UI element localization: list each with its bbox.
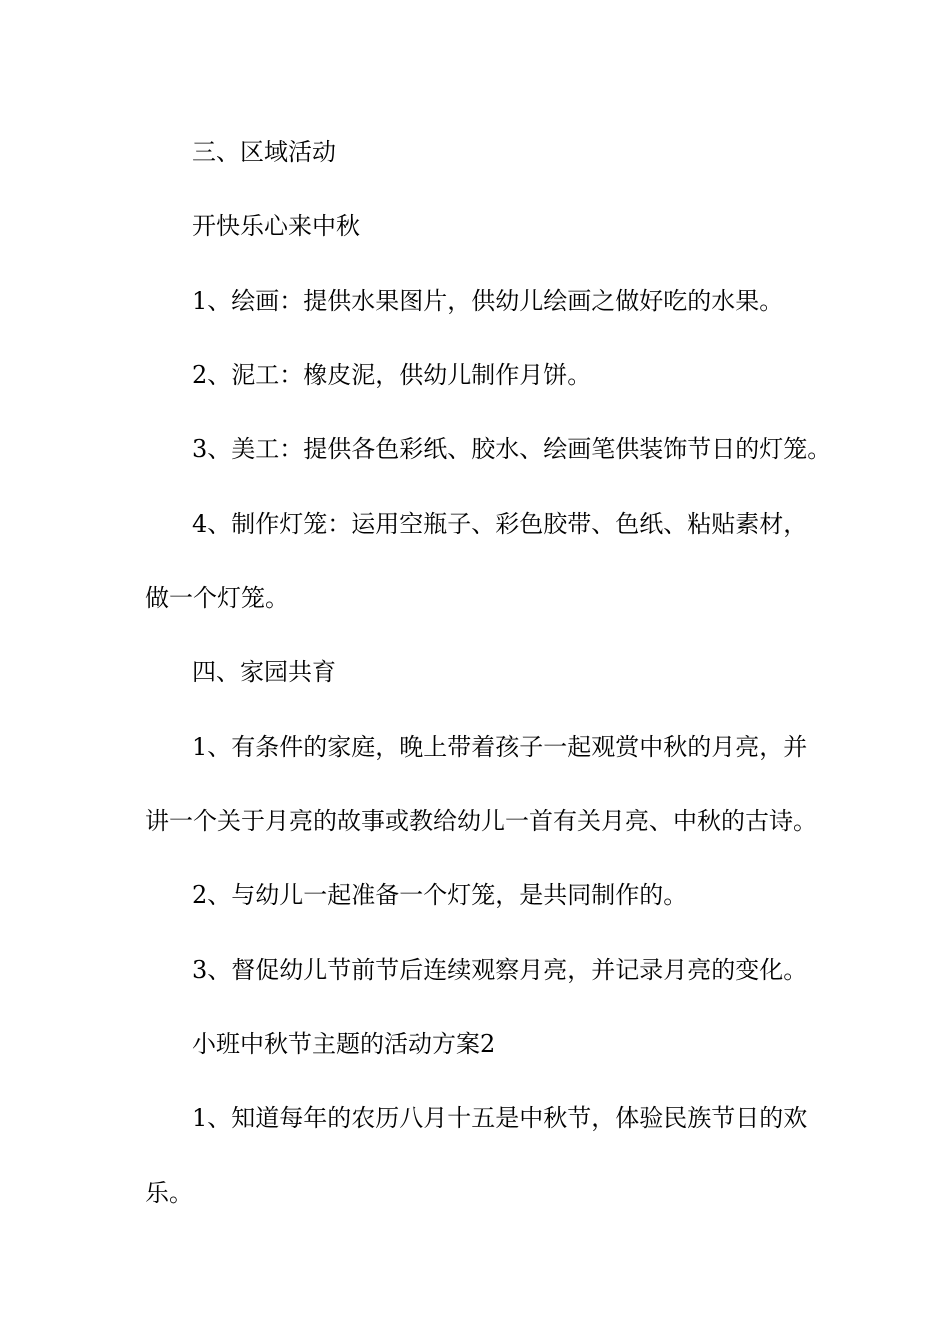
paragraph-item-3: 3、美工：提供各色彩纸、胶水、绘画笔供装饰节日的灯笼。 (192, 435, 832, 463)
paragraph-goal-1-continued: 乐。 (145, 1179, 193, 1207)
paragraph-home-item-2: 2、与幼儿一起准备一个灯笼，是共同制作的。 (192, 881, 688, 909)
section-heading-area-activities: 三、区域活动 (192, 138, 336, 166)
section-heading-home-school: 四、家园共育 (192, 658, 336, 686)
paragraph-home-item-1-continued: 讲一个关于月亮的故事或教给幼儿一首有关月亮、中秋的古诗。 (145, 807, 817, 835)
plan-title: 小班中秋节主题的活动方案2 (192, 1030, 496, 1058)
paragraph-item-1: 1、绘画：提供水果图片，供幼儿绘画之做好吃的水果。 (192, 287, 784, 315)
paragraph-item-4-continued: 做一个灯笼。 (145, 584, 289, 612)
paragraph-goal-1: 1、知道每年的农历八月十五是中秋节，体验民族节日的欢 (192, 1104, 808, 1132)
paragraph-home-item-3: 3、督促幼儿节前节后连续观察月亮，并记录月亮的变化。 (192, 956, 808, 984)
activity-title: 开快乐心来中秋 (192, 212, 360, 240)
paragraph-home-item-1: 1、有条件的家庭，晚上带着孩子一起观赏中秋的月亮，并 (192, 733, 808, 761)
paragraph-item-2: 2、泥工：橡皮泥，供幼儿制作月饼。 (192, 361, 592, 389)
paragraph-item-4: 4、制作灯笼：运用空瓶子、彩色胶带、色纸、粘贴素材， (192, 510, 808, 538)
